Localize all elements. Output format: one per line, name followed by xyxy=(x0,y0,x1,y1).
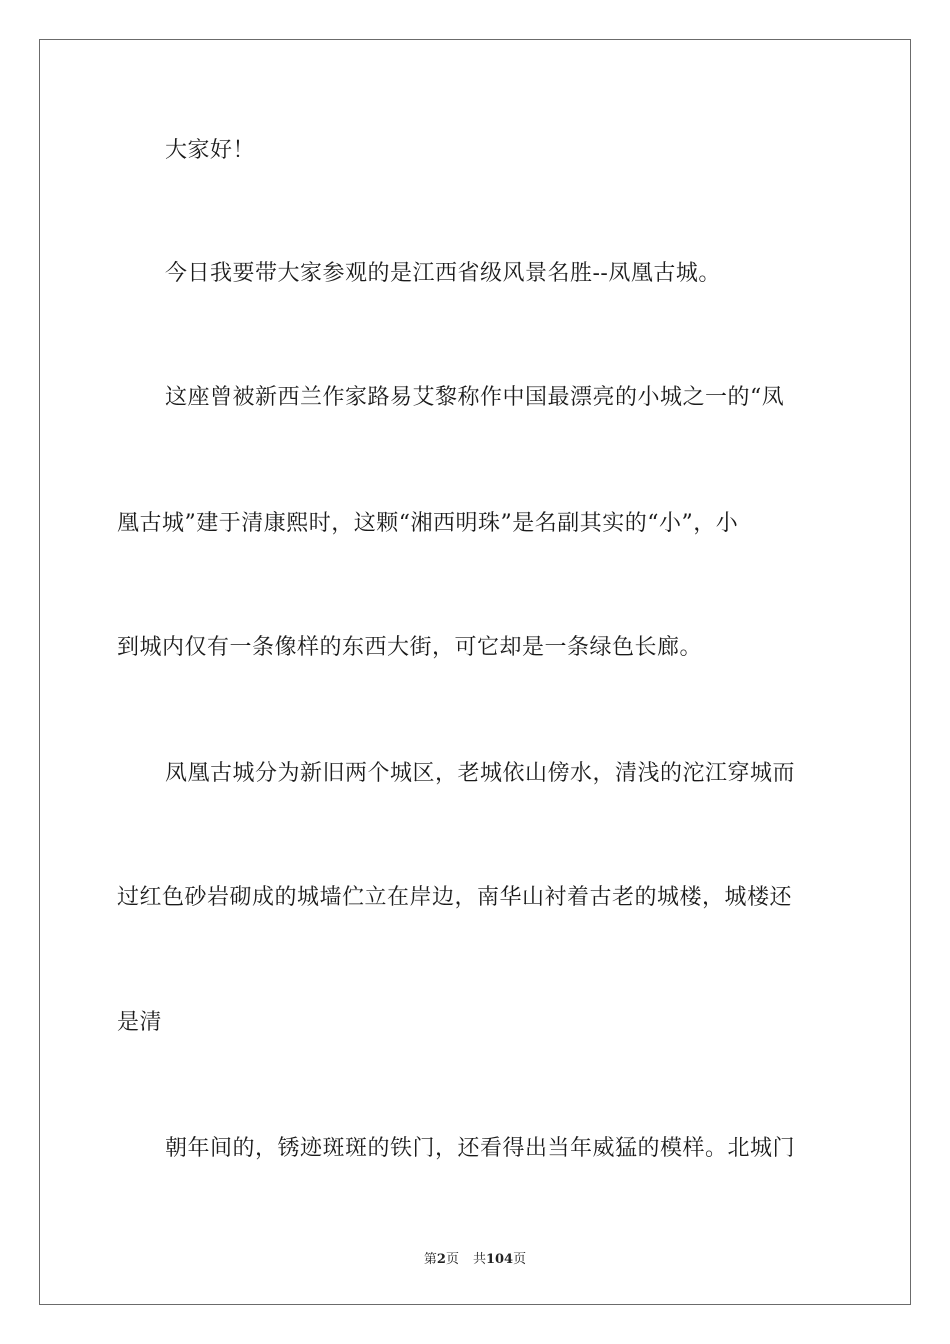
total-prefix: 共 xyxy=(472,1252,486,1267)
paragraph-line: 是清 xyxy=(117,1010,163,1035)
paragraph-line: 今日我要带大家参观的是江西省级风景名胜--凤凰古城。 xyxy=(165,261,721,286)
paragraph-line: 朝年间的，锈迹斑斑的铁门，还看得出当年威猛的模样。北城门 xyxy=(165,1136,796,1161)
page-current: 2 xyxy=(436,1252,446,1267)
total-suffix: 页 xyxy=(513,1252,527,1267)
greeting-line: 大家好！ xyxy=(165,138,256,163)
page-border xyxy=(39,39,911,1305)
paragraph-line: 这座曾被新西兰作家路易艾黎称作中国最漂亮的小城之一的“凤 xyxy=(165,385,785,410)
page-suffix: 页 xyxy=(445,1252,459,1267)
paragraph-line: 过红色砂岩砌成的城墙伫立在岸边，南华山衬着古老的城楼，城楼还 xyxy=(117,885,793,910)
paragraph-line: 到城内仅有一条像样的东西大街，可它却是一条绿色长廊。 xyxy=(117,635,703,660)
page-prefix: 第 xyxy=(423,1252,437,1267)
paragraph-line: 凤凰古城分为新旧两个城区，老城依山傍水，清浅的沱江穿城而 xyxy=(165,761,796,786)
paragraph-line: 凰古城”建于清康熙时，这颗“湘西明珠”是名副其实的“小”，小 xyxy=(117,511,739,536)
page-footer xyxy=(0,1248,950,1267)
page-total: 104 xyxy=(485,1252,514,1267)
